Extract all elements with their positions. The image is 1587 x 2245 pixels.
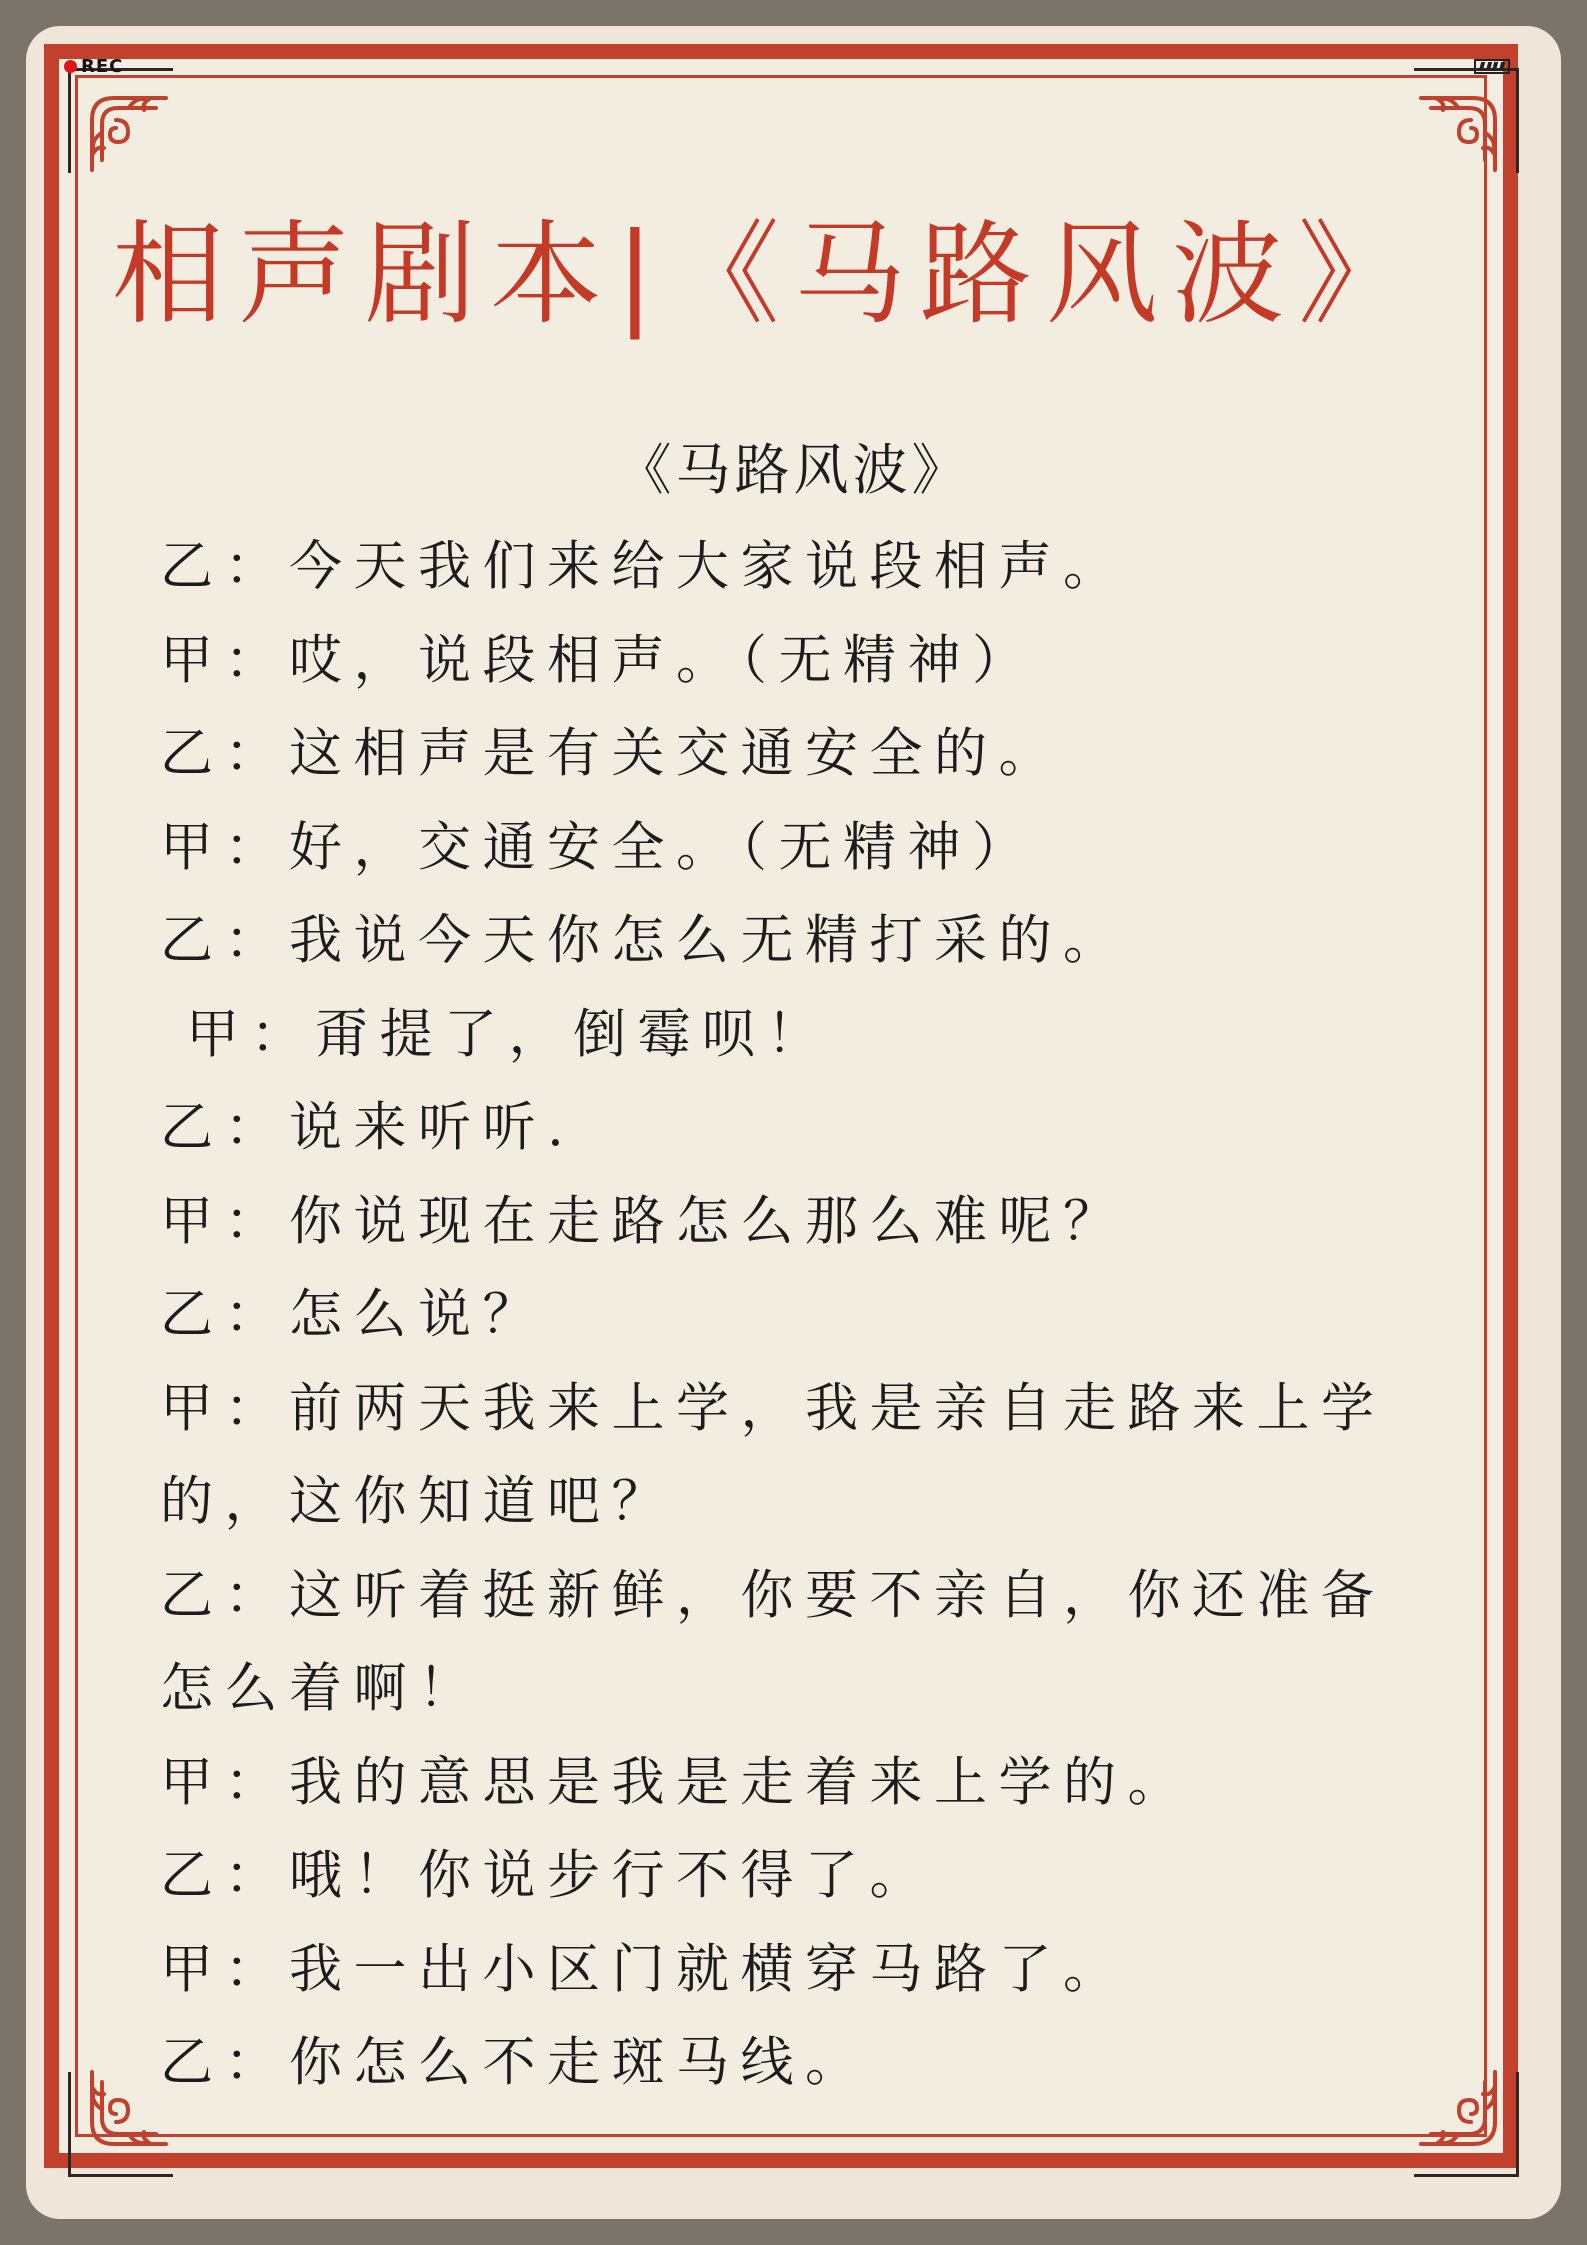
dialogue-line: 乙：今天我们来给大家说段相声。 [160,536,1128,597]
dialogue-line: 的，这你知道吧？ [160,1471,676,1532]
dialogue-line: 甲：好，交通安全。（无精神） [160,816,1037,878]
dialogue-line: 乙：这相声是有关交通安全的。 [160,723,1063,784]
dialogue-line: 乙：怎么说？ [160,1284,547,1345]
script-subtitle: 《马路风波》 [616,438,971,502]
battery-icon [1474,59,1510,74]
dialogue-line: 甲：我的意思是我是走着来上学的。 [160,1751,1192,1813]
rec-indicator [64,56,123,77]
dialogue-line: 甲：甭提了，倒霉呗！ [186,1003,831,1065]
dialogue-line: 甲：你说现在走路怎么那么难呢？ [160,1190,1128,1252]
dialogue-line: 甲：我一出小区门就横穿马路了。 [160,1938,1128,2000]
dialogue-line: 乙：说来听听. [160,1097,576,1158]
rec-dot-icon [64,60,77,73]
page-title: 相声剧本|《马路风波》 [112,210,1424,340]
dialogue-list [160,520,1435,2110]
dialogue-line: 乙：哦！你说步行不得了。 [160,1845,934,1906]
dialogue-line: 乙：我说今天你怎么无精打采的。 [160,910,1128,971]
dialogue-line: 乙：你怎么不走斑马线。 [160,2032,870,2093]
dialogue-line: 甲：前两天我来上学，我是亲自走路来上学 [160,1377,1386,1439]
dialogue-line: 甲：哎，说段相声。（无精神） [160,629,1037,691]
corner-ornament-icon [86,90,172,176]
dialogue-line: 乙：这听着挺新鲜，你要不亲自，你还准备 [160,1564,1386,1626]
corner-ornament-icon [1415,90,1501,176]
dialogue-line: 怎么着啊！ [160,1658,483,1719]
rec-label: REC [81,56,124,77]
